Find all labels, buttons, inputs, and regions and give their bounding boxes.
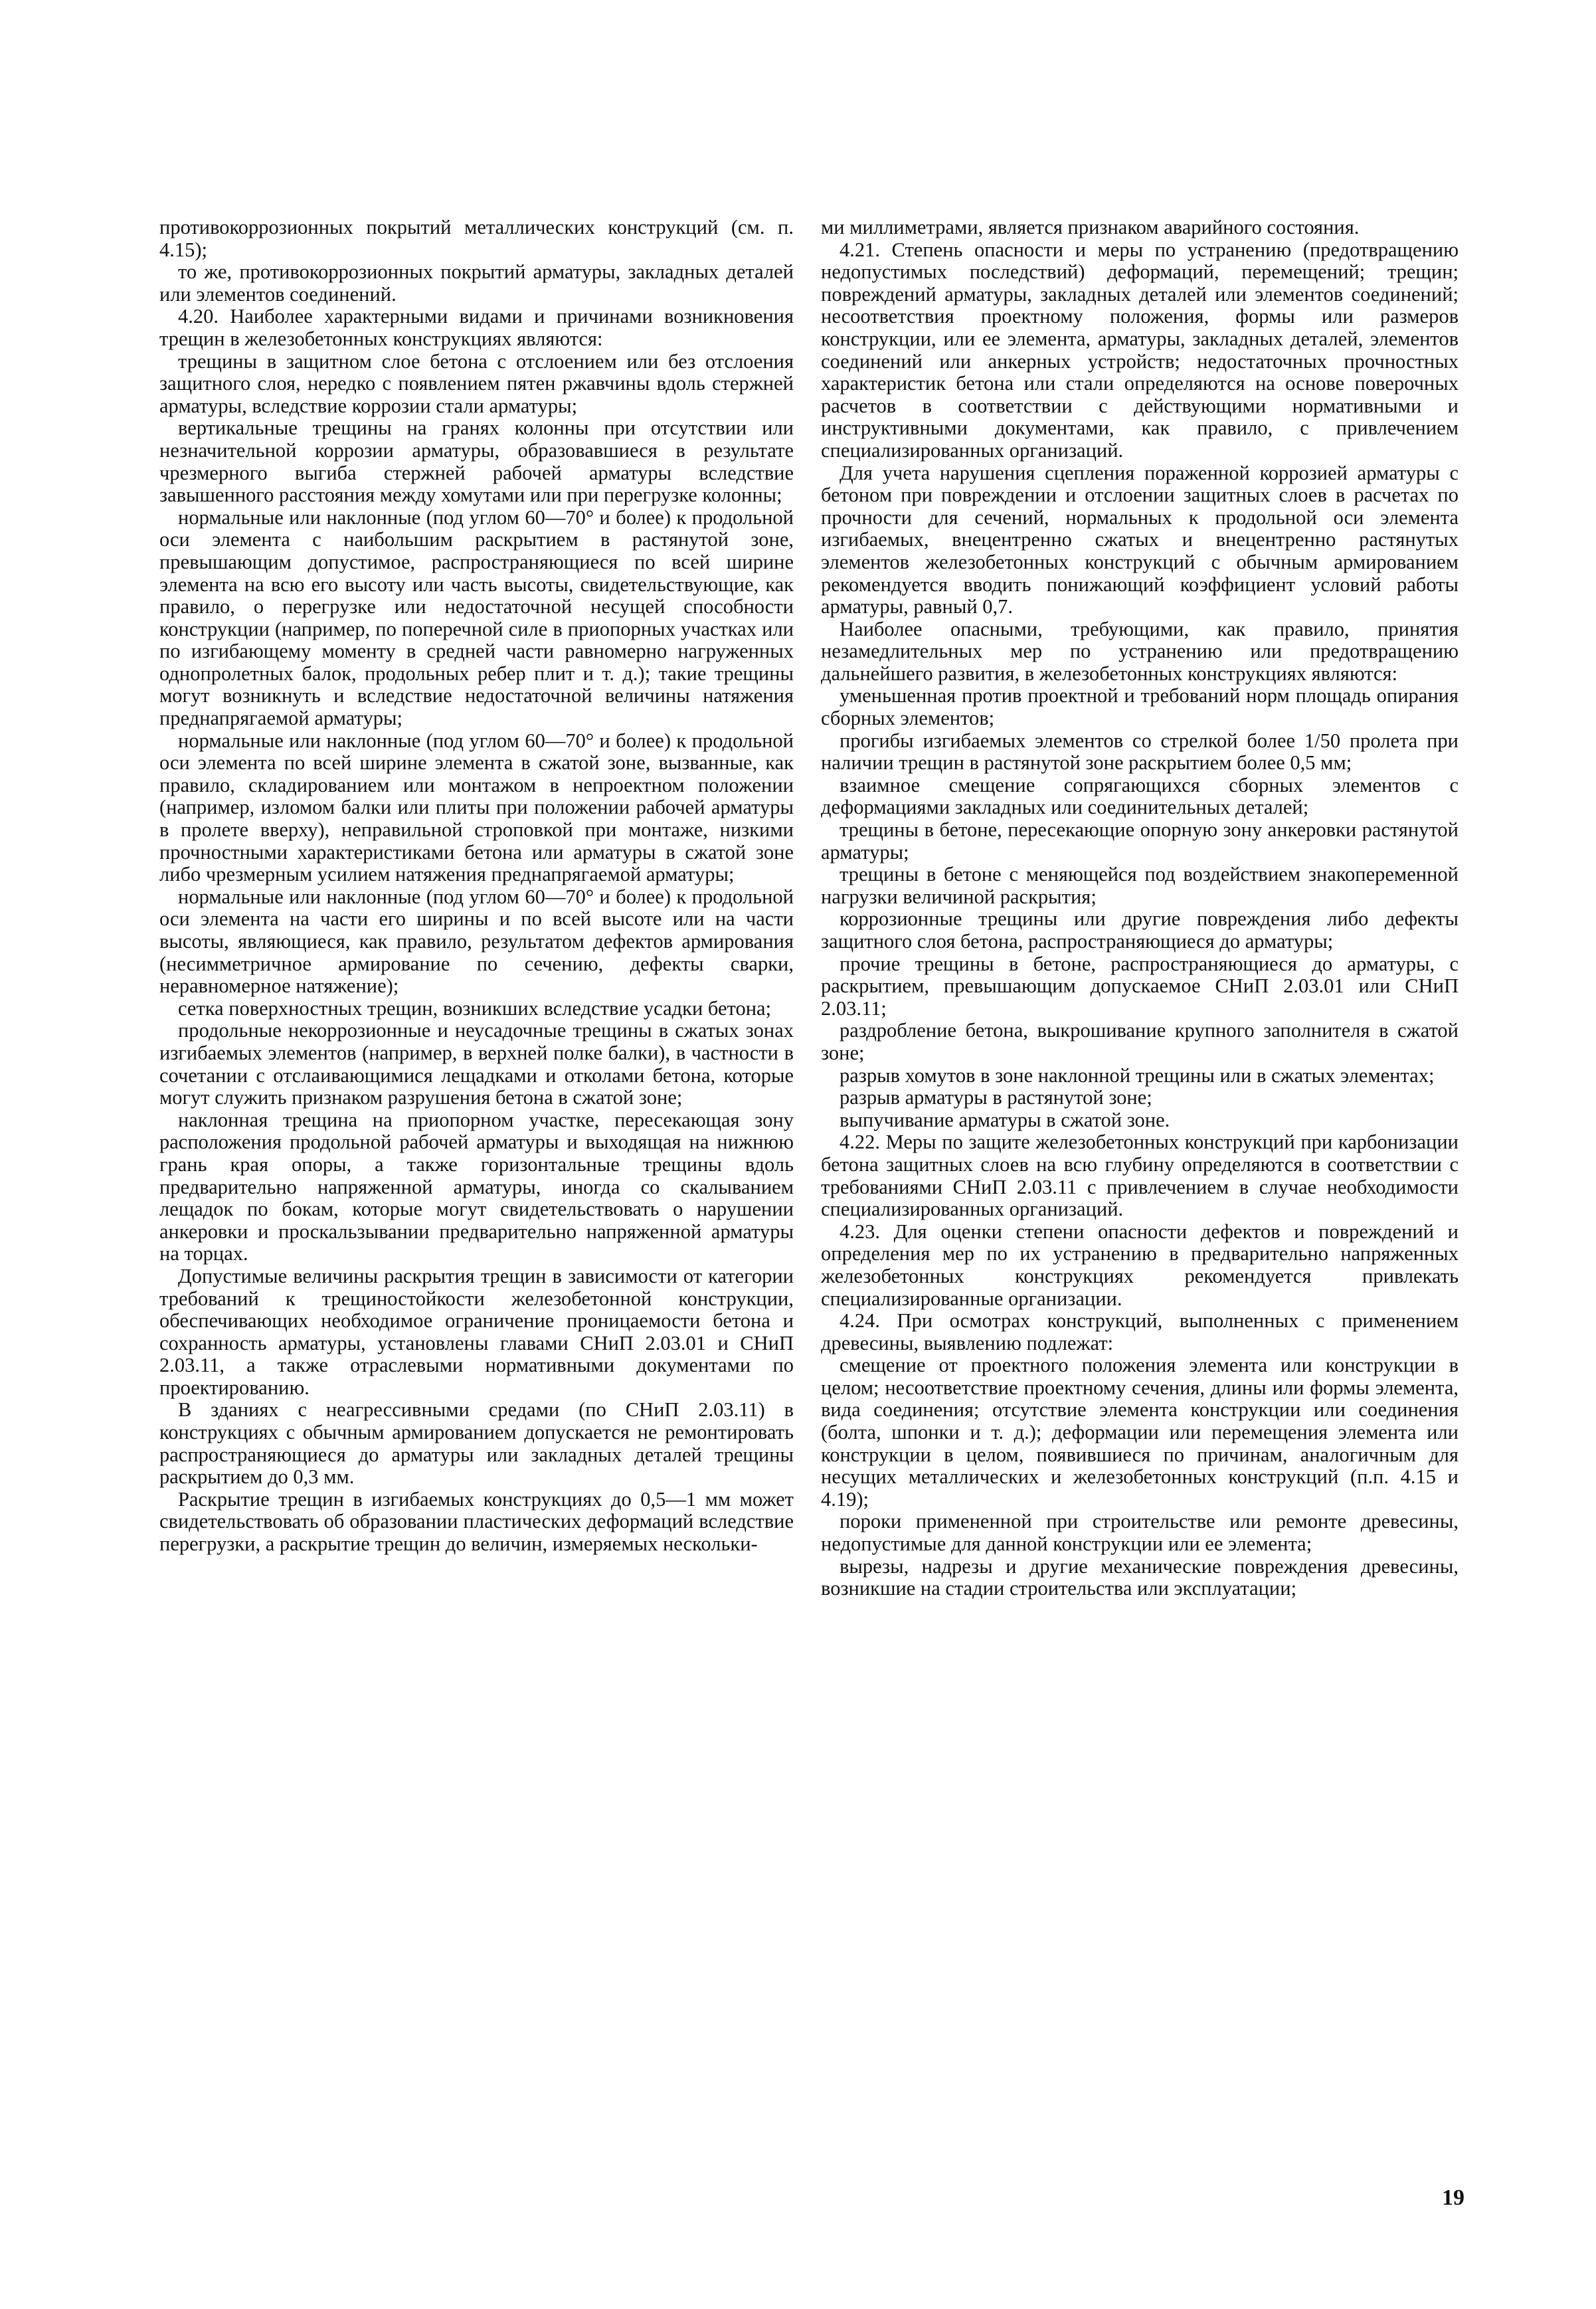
section-4-23: 4.23. Для оценки степени опасности дефектов и повреждений и определения мер по их устранению в предварительно напряженных железобетонных конструкциях рекомендуется привлекать специализированные организации. <box>821 1220 1459 1310</box>
list-item: трещины в бетоне с меняющейся под воздействием знакопеременной нагрузки величиной раскрытия; <box>821 863 1459 908</box>
paragraph: ми миллиметрами, является признаком аварийного состояния. <box>821 216 1360 238</box>
section-4-24: 4.24. При осмотрах конструкций, выполненных с применением древесины, выявлению подлежат: <box>821 1309 1459 1354</box>
list-item: пороки примененной при строительстве или ремонте древесины, недопустимые для данной конструкции или ее элемента; <box>821 1510 1459 1556</box>
list-item: раздробление бетона, выкрошивание крупного заполнителя в сжатой зоне; <box>821 1019 1459 1064</box>
paragraph: противокоррозионных покрытий металлических конструкций (см. п. 4.15); <box>159 216 794 261</box>
list-item: нормальные или наклонные (под углом 60—70° и более) к продольной оси элемента по всей ширине элемента в сжатой зоне, вызванные, как правило, складированием или монтажом в непроектном положении (например, изломом балки или плиты при положении рабочей арматуры в пролете вверху), неправильной строповкой при монтаже, низкими прочностными характеристиками бетона или арматуры в сжатой зоне либо чрезмерным усилием натяжения преднапрягаемой арматуры; <box>159 729 794 886</box>
list-item: вырезы, надрезы и другие механические повреждения древесины, возникшие на стадии строительства или эксплуатации; <box>821 1554 1459 1600</box>
page-number: 19 <box>1442 2185 1464 2210</box>
list-item: прогибы изгибаемых элементов со стрелкой более 1/50 пролета при наличии трещин в растянутой зоне раскрытием более 0,5 мм; <box>821 729 1459 775</box>
list-item: смещение от проектного положения элемента или конструкции в целом; несоответствие проектному сечения, длины или формы элемента, вида соединения; отсутствие элемента конструкции или соединения (болта, шпонки и т. д.); деформации или перемещения элемента или конструкции в целом, появившиеся по причинам, аналогичным для несущих металлических и железобетонных конструкций (п.п. 4.15 и 4.19); <box>821 1354 1459 1511</box>
right-column <box>821 217 1459 1600</box>
list-item: трещины в бетоне, пересекающие опорную зону анкеровки растянутой арматуры; <box>821 818 1459 864</box>
list-item: выпучивание арматуры в сжатой зоне. <box>840 1108 1170 1131</box>
list-item: вертикальные трещины на гранях колонны при отсутствии или незначительной коррозии арматуры, образовавшиеся в результате чрезмерного выгиба стержней рабочей арматуры вследствие завышенного расстояния между хомутами или при перегрузке колонны; <box>159 416 794 507</box>
section-4-20: 4.20. Наиболее характерными видами и причинами возникновения трещин в железобетонных конструкциях являются: <box>159 305 794 350</box>
list-item: трещины в защитном слое бетона с отслоением или без отслоения защитного слоя, нередко с появлением пятен ржавчины вдоль стержней арматуры, вследствие коррозии стали арматуры; <box>159 349 794 417</box>
paragraph: то же, противокоррозионных покрытий арматуры, закладных деталей или элементов соединений. <box>159 260 794 306</box>
paragraph: Допустимые величины раскрытия трещин в зависимости от категории требований к трещиностойкости железобетонной конструкции, обеспечивающих необходимое ограничение проницаемости бетона и сохранность арматуры, установлены главами СНиП 2.03.01 и СНиП 2.03.11, а также отраслевыми нормативными документами по проектированию. <box>159 1264 794 1399</box>
list-item: уменьшенная против проектной и требований норм площадь опирания сборных элементов; <box>821 684 1459 730</box>
list-item: коррозионные трещины или другие повреждения либо дефекты защитного слоя бетона, распространяющиеся до арматуры; <box>821 907 1459 953</box>
list-item: продольные некоррозионные и неусадочные трещины в сжатых зонах изгибаемых элементов (например, в верхней полке балки), в частности в сочетании с отслаивающимися лещадками и отколами бетона, которые могут служить признаком разрушения бетона в сжатой зоне; <box>159 1019 794 1109</box>
list-item: сетка поверхностных трещин, возникших вследствие усадки бетона; <box>178 996 772 1020</box>
paragraph: Наиболее опасными, требующими, как правило, принятия незамедлительных мер по устранению или предотвращению дальнейшего развития, в железобетонных конструкциях являются: <box>821 617 1459 685</box>
paragraph: Раскрытие трещин в изгибаемых конструкциях до 0,5—1 мм может свидетельствовать об образовании пластических деформаций вследствие перегрузки, а раскрытие трещин до величин, измеряемых нескольки- <box>159 1487 794 1556</box>
left-column <box>159 217 794 1556</box>
list-item: нормальные или наклонные (под углом 60—70° и более) к продольной оси элемента на части его ширины и по всей высоте или на части высоты, являющиеся, как правило, результатом дефектов армирования (несимметричное армирование по сечению, дефекты сварки, неравномерное натяжение); <box>159 885 794 998</box>
list-item: разрыв арматуры в растянутой зоне; <box>840 1086 1152 1109</box>
section-4-21: 4.21. Степень опасности и меры по устранению (предотвращению недопустимых последствий) деформаций, перемещений; трещин; повреждений арматуры, закладных деталей или элементов соединений; несоответствия проектному положения, формы или размеров конструкции, или ее элемента, арматуры, закладных деталей, элементов соединений или анкерных устройств; недостаточных прочностных характеристик бетона или стали определяются на основе поверочных расчетов в соответствии с действующими нормативными и инструктивными документами, как правило, с привлечением специализированных организаций. <box>821 238 1459 462</box>
list-item: наклонная трещина на приопорном участке, пересекающая зону расположения продольной рабочей арматуры и выходящая на нижнюю грань края опоры, а также горизонтальные трещины вдоль предварительно напряженной арматуры, иногда со скалыванием лещадок по бокам, которые могут свидетельствовать о нарушении анкеровки и проскальзывании предварительно напряженной арматуры на торцах. <box>159 1108 794 1265</box>
list-item: взаимное смещение сопрягающихся сборных элементов с деформациями закладных или соединительных деталей; <box>821 773 1459 819</box>
list-item: разрыв хомутов в зоне наклонной трещины или в сжатых элементах; <box>840 1063 1435 1087</box>
paragraph: Для учета нарушения сцепления пораженной коррозией арматуры с бетоном при повреждении и отслоении защитных слоев в расчетах по прочности для сечений, нормальных к продольной оси элемента изгибаемых, внецентренно сжатых и внецентренно растянутых элементов железобетонных конструкций с обычным армированием рекомендуется вводить понижающий коэффициент условий работы арматуры, равный 0,7. <box>821 461 1459 618</box>
paragraph: В зданиях с неагрессивными средами (по СНиП 2.03.11) в конструкциях с обычным армированием допускается не ремонтировать распространяющиеся до арматуры или закладных деталей трещины раскрытием до 0,3 мм. <box>159 1398 794 1489</box>
list-item: нормальные или наклонные (под углом 60—70° и более) к продольной оси элемента с наибольшим раскрытием в растянутой зоне, превышающим допустимое, распространяющиеся по всей ширине элемента на всю его высоту или часть высоты, свидетельствующие, как правило, о перегрузке или недостаточной несущей способности конструкции (например, по поперечной силе в приопорных участках или по изгибающему моменту в средней части равномерно нагруженных однопролетных балок, продольных ребер плит и т. д.); такие трещины могут возникнуть и вследствие недостаточной величины натяжения преднапрягаемой арматуры; <box>159 506 794 730</box>
section-4-22: 4.22. Меры по защите железобетонных конструкций при карбонизации бетона защитных слоев на всю глубину определяются в соответствии с требованиями СНиП 2.03.11 с привлечением в случае необходимости специализированных организаций. <box>821 1131 1459 1221</box>
list-item: прочие трещины в бетоне, распространяющиеся до арматуры, с раскрытием, превышающим допускаемое СНиП 2.03.01 или СНиП 2.03.11; <box>821 952 1459 1020</box>
